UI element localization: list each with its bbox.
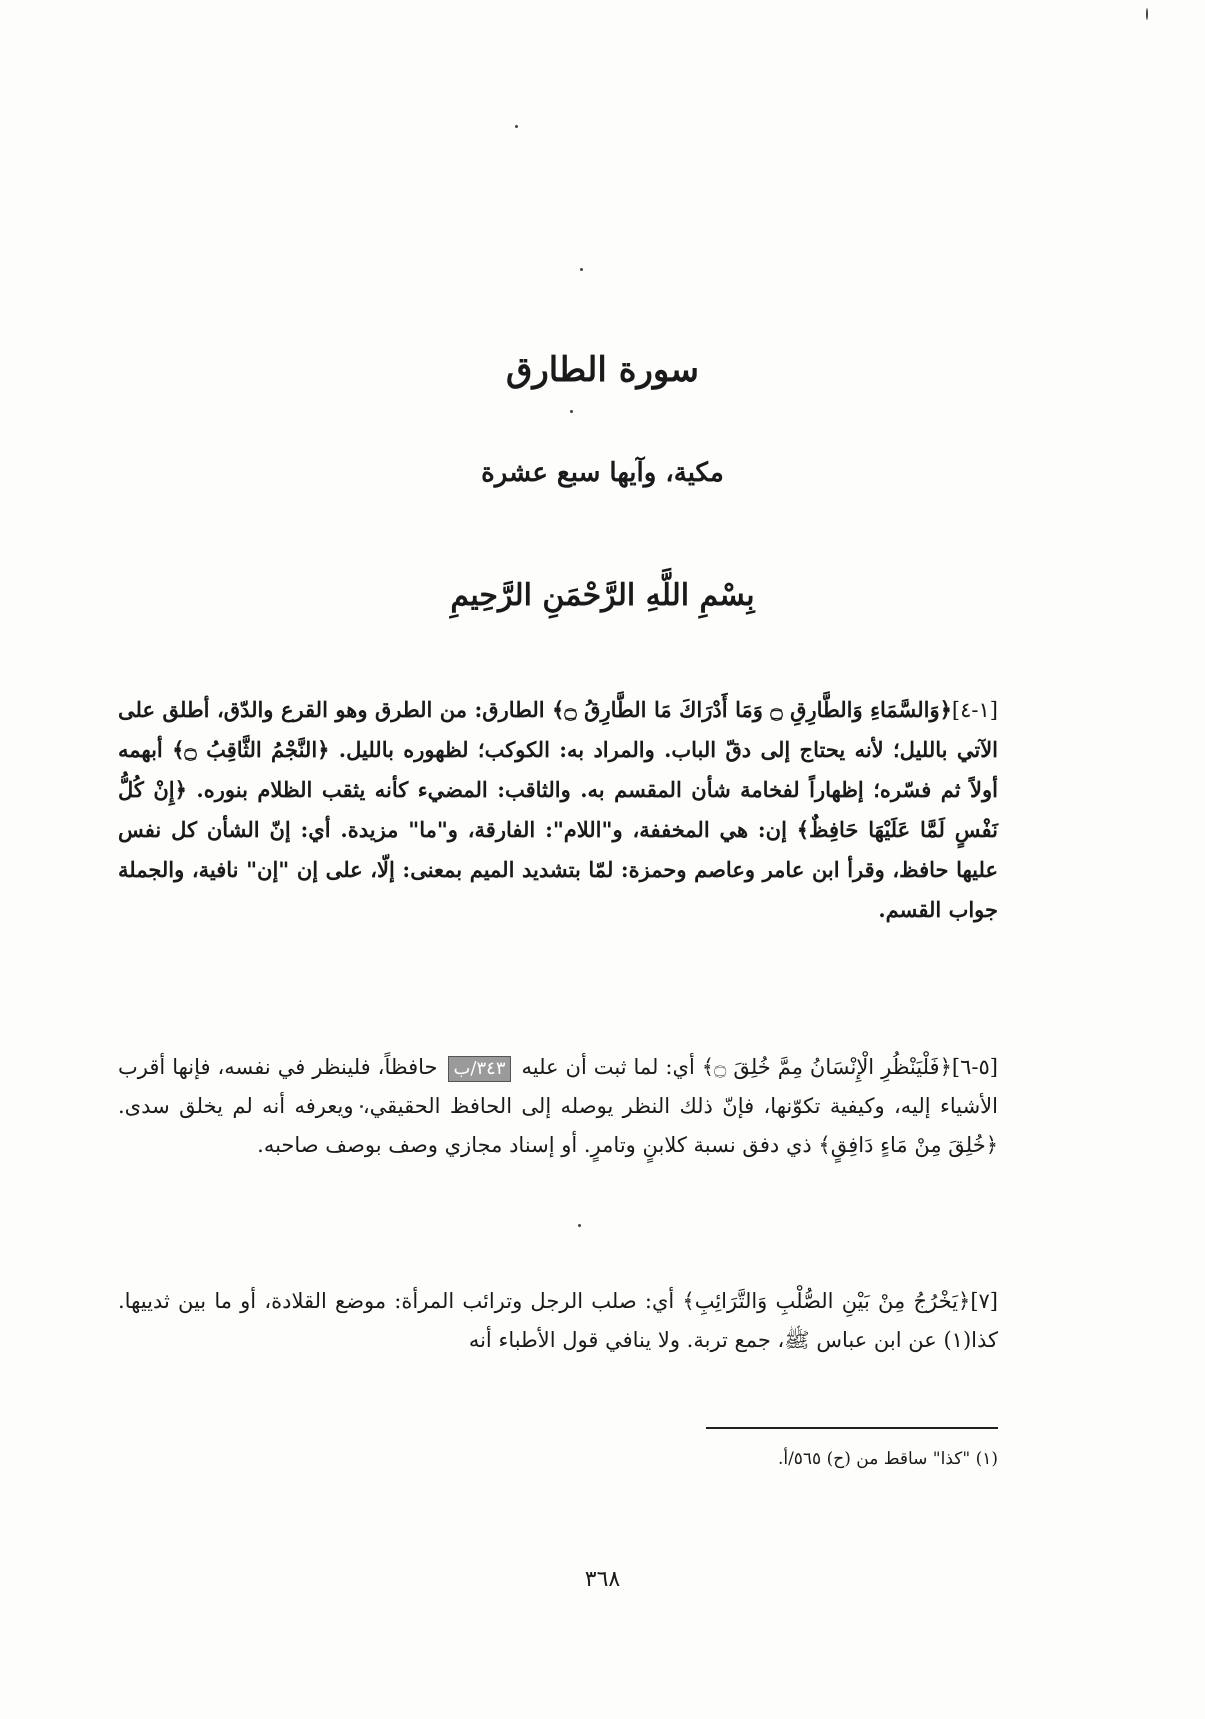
scan-speck [580,268,583,271]
verse-reference: [١-٤] [951,698,998,722]
footnote: (١) "كذا" ساقط من (ح) ٥٦٥/أ. [777,1449,998,1469]
commentary-paragraph-2 [118,1048,998,1165]
paragraph-text: ﴿يَخْرُجُ مِنْ بَيْنِ الصُّلْبِ وَالتَّرَائِبِ﴾ أي: صلب الرجل وترائب المرأة: موضع القلادة، أو ما بين ثدييها. كذا(١) عن ابن عباس ﷺ، جمع تربة. ولا ينافي قول الأطباء أنه [118,1289,998,1352]
manuscript-folio-mark: ٣٤٣/ب [448,1056,510,1082]
surah-title: سورة الطارق [506,350,699,390]
verse-reference: [٥-٦] [951,1055,998,1079]
paragraph-text: حافظاً، فلينظر في نفسه، فإنها أقرب الأشياء إليه، وكيفية تكوّنها، فإنّ ذلك النظر يوصله إلى الحافظ الحقيقي، ويعرفه أنه لم يخلق سدى. ﴿خُلِقَ مِنْ مَاءٍ دَافِقٍ﴾ ذي دفق نسبة كلابنٍ وتامرٍ. أو إسناد مجازي وصف بوصف صاحبه. [118,1055,998,1157]
paragraph-text: ﴿وَالسَّمَاءِ وَالطَّارِقِ ۝ وَمَا أَدْرَاكَ مَا الطَّارِقُ ۝﴾ الطارق: من الطرق وهو القرع والدّق، أطلق على الآتي بالليل؛ لأنه يحتاج إلى دقّ الباب. والمراد به: الكوكب؛ لظهوره بالليل. ﴿النَّجْمُ الثَّاقِبُ ۝﴾ أبهمه أولاً ثم فسّره؛ إظهاراً لفخامة شأن المقسم به. والثاقب: المضيء كأنه يثقب الظلام بنوره. ﴿إِنْ كُلُّ نَفْسٍ لَمَّا عَلَيْهَا حَافِظٌ﴾ إن: هي المخففة، و"اللام": الفارقة، و"ما" مزيدة. أي: إنّ الشأن كل نفس عليها حافظ، وقرأ ابن عامر وعاصم وحمزة: لمّا بتشديد الميم بمعنى: إلّا، على إن "إن" نافية، والجملة جواب القسم. [118,697,999,922]
scan-speck [515,125,518,128]
surah-subtitle: مكية، وآيها سبع عشرة [481,458,724,488]
commentary-paragraph-3 [118,1282,998,1360]
scan-speck [570,410,573,413]
scan-speck [1146,8,1148,20]
verse-reference: [٧] [970,1289,998,1313]
basmala: بِسْمِ اللَّهِ الرَّحْمَنِ الرَّحِيمِ [450,578,755,613]
paragraph-text: ﴿فَلْيَنْظُرِ الْإِنْسَانُ مِمَّ خُلِقَ ۝﴾ أي: لما ثبت أن عليه [521,1055,952,1079]
page-number: ٣٦٨ [584,1567,621,1592]
scan-speck [578,1224,581,1227]
commentary-paragraph-1 [118,690,998,930]
footnote-separator [706,1427,998,1429]
